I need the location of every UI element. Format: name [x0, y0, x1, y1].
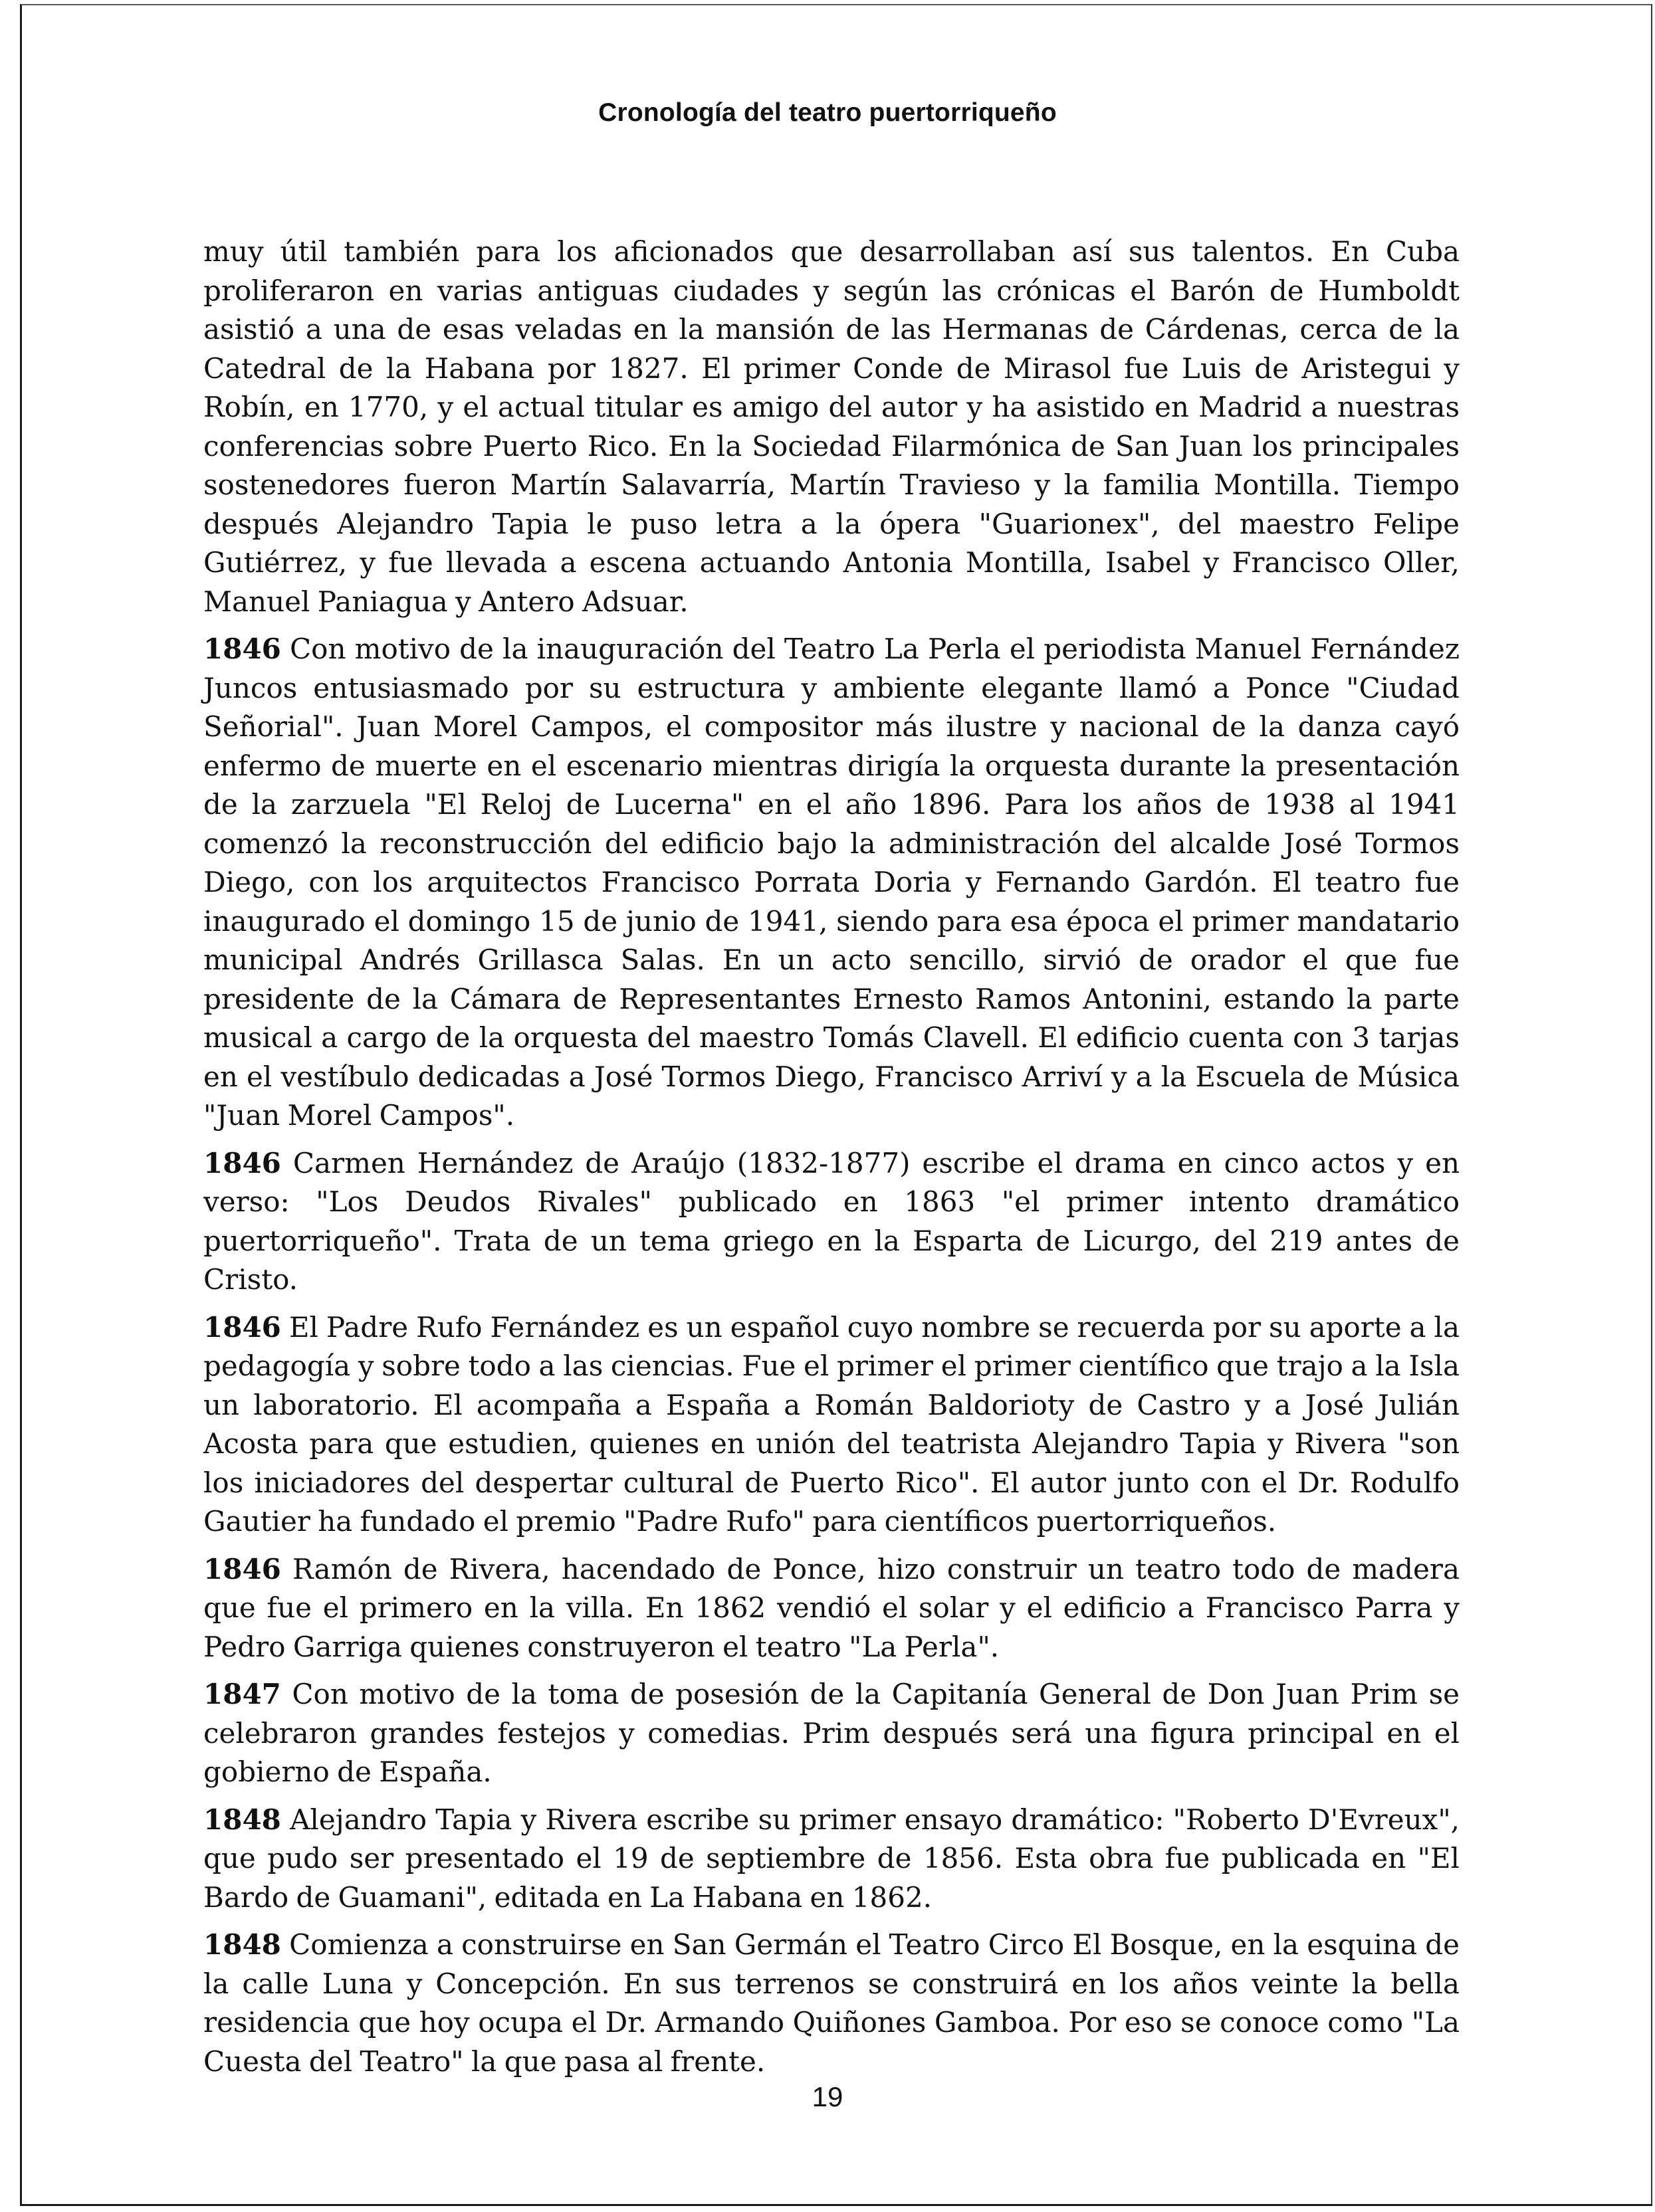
entry-year: 1847 — [203, 1678, 281, 1710]
page-number: 19 — [812, 2081, 843, 2112]
body-text — [203, 233, 1460, 2090]
entry-year: 1846 — [203, 633, 281, 665]
chronology-entry — [203, 1926, 1460, 2081]
entry-year: 1848 — [203, 1803, 281, 1836]
entry-text: Con motivo de la toma de posesión de la Capitanía General de Don Juan Prim se celebraron grandes festejos y comedias. Prim después será una figura principal en el gobierno de España. — [203, 1678, 1460, 1788]
entry-text: Alejandro Tapia y Rivera escribe su primer ensayo dramático: "Roberto D'Evreux", que pudo ser presentado el 19 de septiembre de 1856. Esta obra fue publicada en "El Bardo de Guamani", editada en La Habana en 1862. — [203, 1803, 1460, 1914]
entry-year: 1846 — [203, 1146, 281, 1179]
entry-text: Con motivo de la inauguración del Teatro La Perla el periodista Manuel Fernández Juncos entusiasmado por su estructura y ambiente elegante llamó a Ponce "Ciudad Señorial". Juan Morel Campos, el compositor más ilustre y nacional de la danza cayó enfermo de muerte en el escenario mientras dirigía la orquesta durante la presentación de la zarzuela "El Reloj de Lucerna" en el año 1896. Para los años de 1938 al 1941 comenzó la reconstrucción del edificio bajo la administración del alcalde José Tormos Diego, con los arquitectos Francisco Porrata Doria y Fernando Gardón. El teatro fue inaugurado el domingo 15 de junio de 1941, siendo para esa época el primer mandatario municipal Andrés Grillasca Salas. En un acto sencillo, sirvió de orador el que fue presidente de la Cámara de Representantes Ernesto Ramos Antonini, estando la parte musical a cargo de la orquesta del maestro Tomás Clavell. El edificio cuenta con 3 tarjas en el vestíbulo dedicadas a José Tormos Diego, Francisco Arriví y a la Escuela de Música "Juan Morel Campos". — [203, 633, 1460, 1132]
entry-year: 1848 — [203, 1928, 281, 1961]
chronology-entry — [203, 1308, 1460, 1542]
chronology-entry — [203, 1675, 1460, 1792]
entry-text: El Padre Rufo Fernández es un español cuyo nombre se recuerda por su aporte a la pedagogía y sobre todo a las ciencias. Fue el primer el primer científico que trajo a la Isla un laboratorio. El acompaña a España a Román Baldorioty de Castro y a José Julián Acosta para que estudien, quienes en unión del teatrista Alejandro Tapia y Rivera "son los iniciadores del despertar cultural de Puerto Rico". El autor junto con el Dr. Rodulfo Gautier ha fundado el premio "Padre Rufo" para científicos puertorriqueños. — [203, 1310, 1460, 1538]
page-header-title: Cronología del teatro puertorriqueño — [598, 98, 1057, 127]
chronology-entry — [203, 630, 1460, 1136]
entry-year: 1846 — [203, 1552, 281, 1585]
entry-year: 1846 — [203, 1310, 281, 1344]
entry-text: Carmen Hernández de Araújo (1832-1877) escribe el drama en cinco actos y en verso: "Los Deudos Rivales" publicado en 1863 "el primer intento dramático puertorriqueño". Trata de un tema griego en la Esparta de Licurgo, del 219 antes de Cristo. — [203, 1146, 1460, 1296]
entry-text: Ramón de Rivera, hacendado de Ponce, hizo construir un teatro todo de madera que fue el primero en la villa. En 1862 vendió el solar y el edificio a Francisco Parra y Pedro Garriga quienes construyeron el teatro "La Perla". — [203, 1552, 1460, 1663]
chronology-entry — [203, 1801, 1460, 1918]
chronology-entry — [203, 1550, 1460, 1667]
paragraph-text: muy útil también para los aficionados que desarrollaban así sus talentos. En Cuba proliferaron en varias antiguas ciudades y según las crónicas el Barón de Humboldt asistió a una de esas veladas en la mansión de las Hermanas de Cárdenas, cerca de la Catedral de la Habana por 1827. El primer Conde de Mirasol fue Luis de Aristegui y Robín, en 1770, y el actual titular es amigo del autor y ha asistido en Madrid a nuestras conferencias sobre Puerto Rico. En la Sociedad Filarmónica de San Juan los principales sostenedores fueron Martín Salavarría, Martín Travieso y la familia Montilla. Tiempo después Alejandro Tapia le puso letra a la ópera "Guarionex", del maestro Felipe Gutiérrez, y fue llevada a escena actuando Antonia Montilla, Isabel y Francisco Oller, Manuel Paniagua y Antero Adsuar. — [203, 235, 1460, 618]
entry-text: Comienza a construirse en San Germán el Teatro Circo El Bosque, en la esquina de la calle Luna y Concepción. En sus terrenos se construirá en los años veinte la bella residencia que hoy ocupa el Dr. Armando Quiñones Gamboa. Por eso se conoce como "La Cuesta del Teatro" la que pasa al frente. — [203, 1928, 1460, 2078]
paragraph-continuation — [203, 233, 1460, 621]
chronology-entry — [203, 1144, 1460, 1300]
